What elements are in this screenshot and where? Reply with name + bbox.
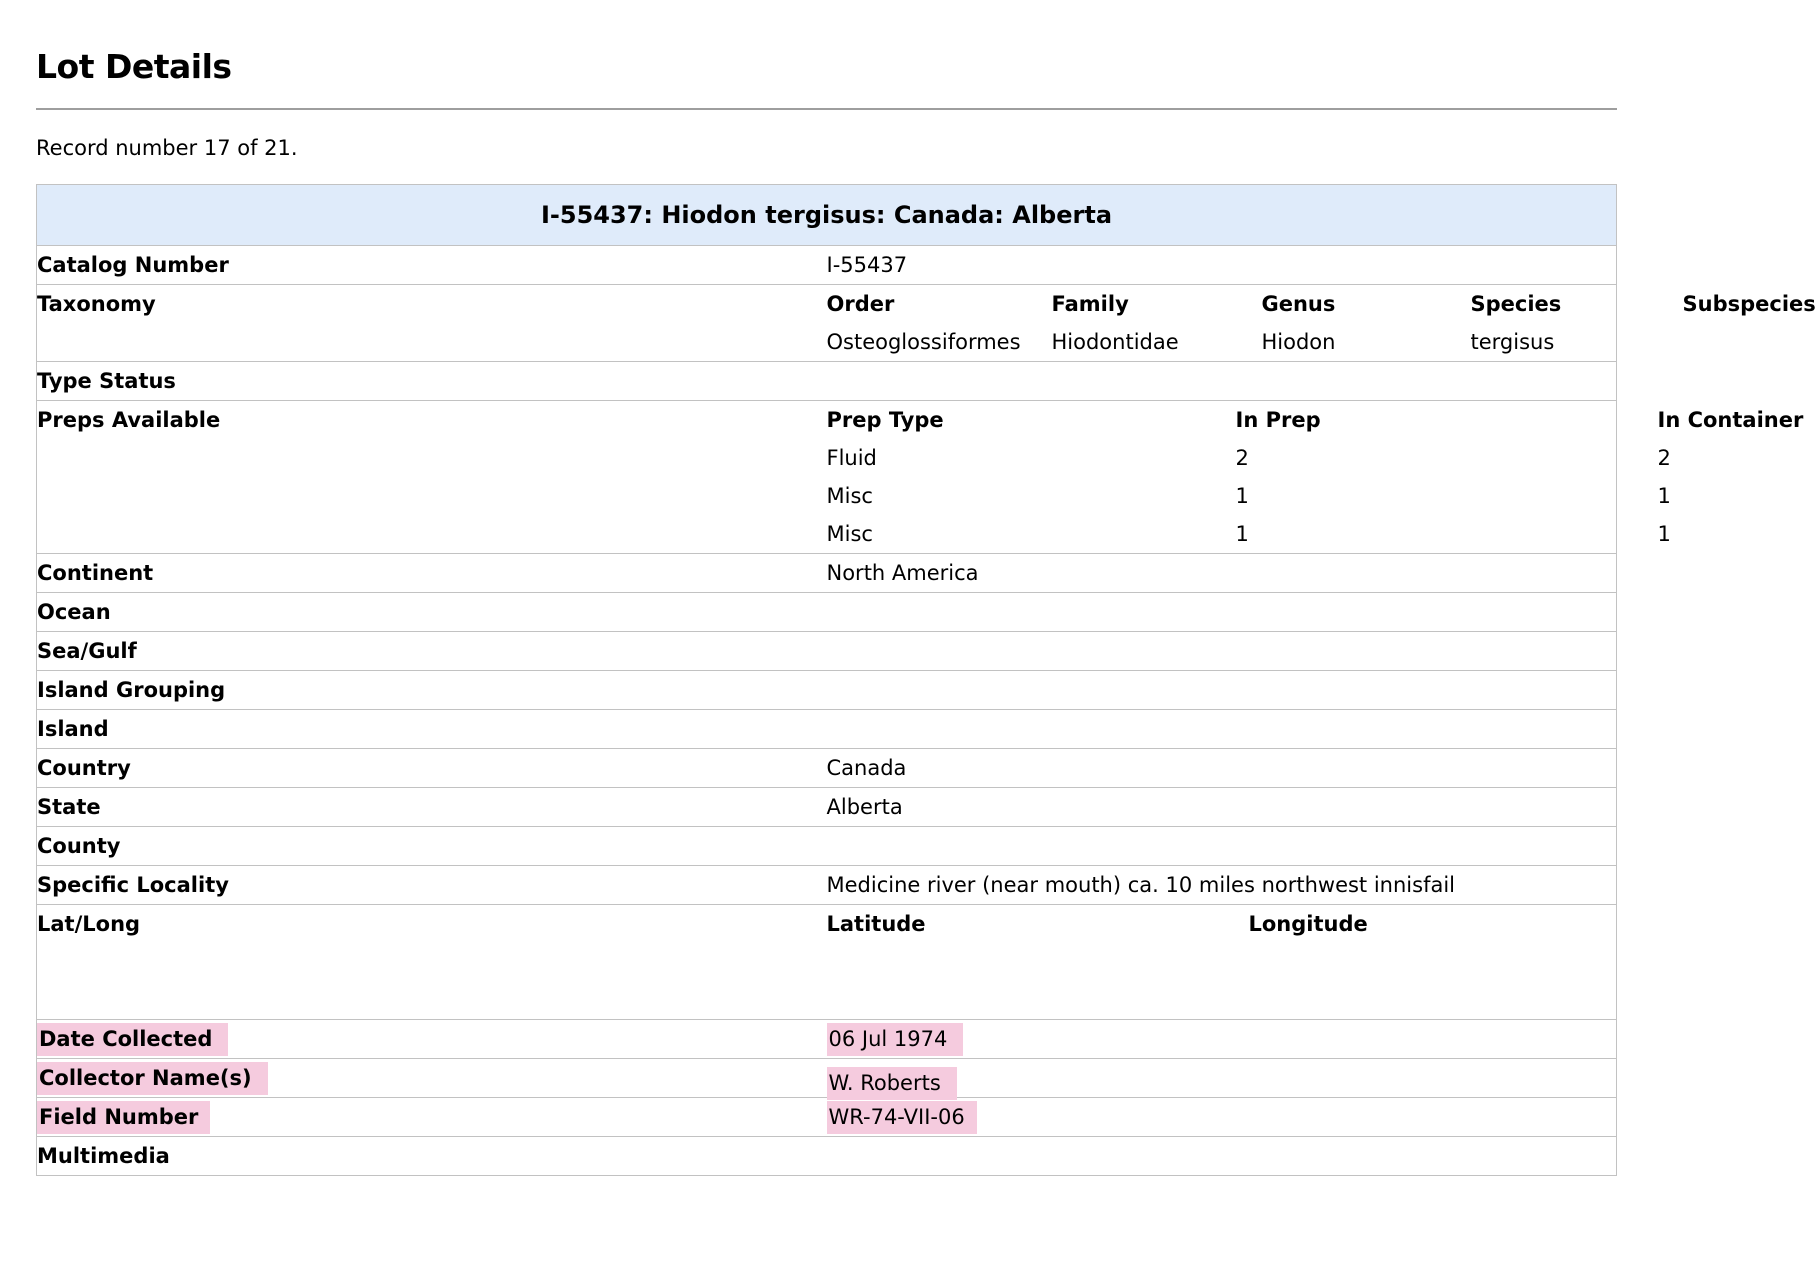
collector-names-value-highlight: W. Roberts — [827, 1067, 957, 1100]
lot-details-table — [36, 184, 1816, 1176]
lat-long-grid — [827, 905, 1617, 981]
row-preps-available — [37, 401, 1617, 554]
row-sea-gulf — [37, 632, 1617, 671]
preps-col-in-prep: In Prep — [1235, 408, 1321, 432]
prep-row-2-in-prep: 1 — [1235, 484, 1249, 508]
country-label: Country — [37, 756, 131, 780]
longitude-value — [1249, 943, 1617, 981]
county-value — [827, 827, 1617, 866]
catalog-number-value: I-55437 — [826, 253, 908, 277]
row-type-status — [37, 362, 1617, 401]
state-label: State — [37, 795, 101, 819]
date-collected-value-highlight: 06 Jul 1974 — [827, 1023, 964, 1056]
catalog-number-label: Catalog Number — [37, 253, 229, 277]
taxonomy-label: Taxonomy — [37, 292, 156, 316]
preps-grid — [826, 401, 1804, 553]
row-country — [37, 749, 1617, 788]
row-island-grouping — [37, 671, 1617, 710]
specific-locality-label: Specific Locality — [37, 873, 229, 897]
preps-col-prep-type: Prep Type — [826, 408, 944, 432]
date-collected-label-highlight: Date Collected — [37, 1023, 228, 1056]
row-catalog-number — [37, 246, 1617, 285]
country-value: Canada — [826, 756, 907, 780]
prep-row-3-type: Misc — [826, 522, 873, 546]
taxonomy-col-family: Family — [1051, 292, 1129, 316]
row-multimedia — [37, 1137, 1617, 1176]
row-field-number — [37, 1098, 1617, 1137]
field-number-label-highlight: Field Number — [37, 1101, 210, 1134]
lot-header-title: I-55437: Hiodon tergisus: Canada: Alberta — [37, 185, 1617, 246]
taxonomy-genus-value: Hiodon — [1261, 330, 1336, 354]
row-continent — [37, 554, 1617, 593]
type-status-value — [827, 362, 1617, 401]
multimedia-value — [827, 1137, 1617, 1176]
row-collector-names — [37, 1059, 1617, 1098]
preps-available-label: Preps Available — [37, 408, 221, 432]
row-specific-locality — [37, 866, 1617, 905]
taxonomy-col-genus: Genus — [1261, 292, 1336, 316]
prep-row-3-in-prep: 1 — [1235, 522, 1249, 546]
prep-row-1-in-container: 2 — [1657, 446, 1671, 470]
collector-names-label-highlight: Collector Name(s) — [37, 1062, 268, 1095]
island-grouping-label: Island Grouping — [37, 678, 226, 702]
ocean-value — [827, 593, 1617, 632]
prep-row-2-type: Misc — [826, 484, 873, 508]
ocean-label: Ocean — [37, 600, 111, 624]
row-ocean — [37, 593, 1617, 632]
row-taxonomy — [37, 285, 1617, 362]
preps-col-in-container: In Container — [1657, 408, 1804, 432]
continent-value: North America — [826, 561, 979, 585]
row-lat-long — [37, 905, 1617, 1020]
prep-row-1-type: Fluid — [826, 446, 877, 470]
taxonomy-grid — [826, 285, 1816, 361]
island-grouping-value — [827, 671, 1617, 710]
lot-header-row — [37, 185, 1617, 246]
prep-row-1-in-prep: 2 — [1235, 446, 1249, 470]
row-island — [37, 710, 1617, 749]
page — [0, 46, 1816, 1216]
taxonomy-col-order: Order — [826, 292, 895, 316]
row-county — [37, 827, 1617, 866]
type-status-label: Type Status — [37, 369, 176, 393]
latitude-value — [827, 943, 1249, 981]
sea-gulf-label: Sea/Gulf — [37, 639, 137, 663]
island-value — [827, 710, 1617, 749]
taxonomy-subspecies-value — [1683, 323, 1816, 361]
title-divider — [36, 108, 1617, 110]
taxonomy-col-species: Species — [1470, 292, 1562, 316]
taxonomy-family-value: Hiodontidae — [1051, 330, 1179, 354]
specific-locality-value: Medicine river (near mouth) ca. 10 miles northwest innisfail — [826, 873, 1456, 897]
page-title: Lot Details — [36, 47, 232, 86]
field-number-value-highlight: WR-74-VII-06 — [827, 1101, 977, 1134]
record-position-note: Record number 17 of 21. — [36, 136, 298, 160]
lat-long-spacer — [827, 981, 1617, 1019]
island-label: Island — [37, 717, 109, 741]
county-label: County — [37, 834, 121, 858]
lat-long-col-longitude: Longitude — [1248, 912, 1368, 936]
prep-row-3-in-container: 1 — [1657, 522, 1671, 546]
taxonomy-species-value: tergisus — [1470, 330, 1555, 354]
taxonomy-order-value: Osteoglossiformes — [826, 330, 1021, 354]
row-state — [37, 788, 1617, 827]
row-date-collected — [37, 1020, 1617, 1059]
continent-label: Continent — [37, 561, 154, 585]
multimedia-label: Multimedia — [37, 1144, 170, 1168]
lat-long-label: Lat/Long — [37, 912, 141, 936]
taxonomy-col-subspecies: Subspecies — [1682, 292, 1816, 316]
sea-gulf-value — [827, 632, 1617, 671]
lat-long-col-latitude: Latitude — [826, 912, 926, 936]
prep-row-2-in-container: 1 — [1657, 484, 1671, 508]
state-value: Alberta — [826, 795, 903, 819]
